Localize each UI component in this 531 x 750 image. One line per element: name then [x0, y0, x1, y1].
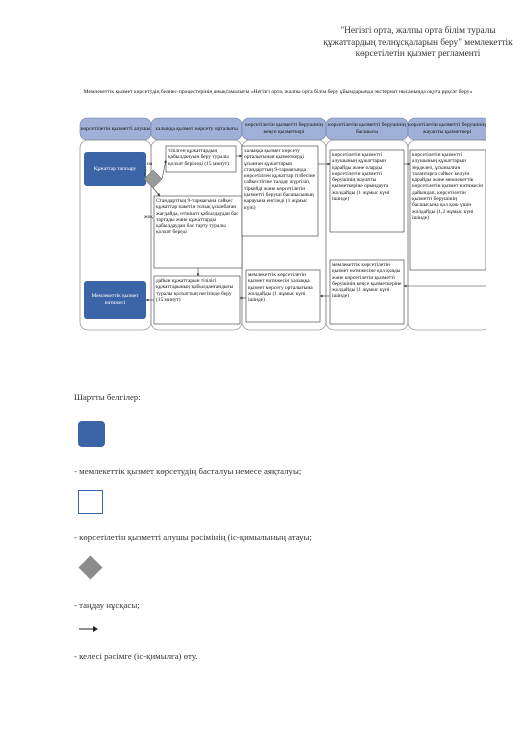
step-s6: мемлекеттік көрсетілетін қызмет нәтижесіне қол қояды және көрсетілетін қызметті берушінің кеңсе қызметкеріне жолдайды (1 жұмыс күні ішінде) [332, 262, 402, 300]
legend-process-icon [78, 490, 103, 514]
connector-no [153, 188, 160, 196]
step-s3: халыққа қызмет көрсету орталығынан қызметкерді ұсынған құжаттарын стандарттың 9-тармағында көрсетілген құжаттар тізбесіне сәйкестігіне талдау жүргізіп, тіркейді және көрсетілетін қызметті берушi басшысының қарауына енгізеді (1 жұмыс күні) [244, 148, 316, 211]
column-executor: көрсетілетін қызметті берушінің жауапты қызметкері [408, 122, 486, 135]
flowchart [70, 86, 486, 348]
flowchart-title: Мемлекеттік қызмет көрсетудің бизнес-процестерінің анықтамалығы «Негізгі орта, жалпы орта білім беру ұйымдарында экстернат нысанында оқуға рұқсат беру» [83, 89, 473, 95]
legend-item-choice: - таңдау нұсқасы; [74, 600, 140, 610]
column-office: көрсетілетін қызметті берушінің кеңсе қызметкері [245, 122, 323, 135]
legend-start-end-icon [78, 421, 105, 447]
branch-yes-label: иә [147, 161, 153, 167]
step-s2: Стандарттың 9-тармағына сәйкес құжаттар пакетін толық ұсынбаған жағдайда, өтінішті қабылдаудан бас тартады және құжаттарды қабылдаудан бас тарту туралы қолхат береді [156, 198, 239, 236]
legend-heading: Шартты белгілер: [74, 392, 141, 402]
step-s4: көрсетілетін қызметті алушының құжаттарын қарайды және оларды көрсетілетін қызметті берушінің жауапты қызметкеріне орындауға жолдайды (1 жұмыс күні ішінде) [332, 152, 390, 203]
step-s7: мемлекеттік көрсетілетін қызмет нәтижесін халыққа қызмет көрсету орталығына жолдайды (1 жұмыс күні ішінде) [248, 272, 313, 304]
start-label: Құжаттар тапсыру [93, 165, 137, 172]
legend-item-transition: - келесі рәсімге (іс-қимылға) өту. [74, 651, 198, 661]
legend-diamond-icon [78, 555, 102, 579]
column-recipient: көрсетілетін қызметті алушы [80, 125, 151, 132]
legend-item-start-end: - мемлекеттік қызмет көрсетудің басталуы немесе аяқталуы; [74, 466, 302, 476]
connector-yes [162, 160, 166, 179]
regulation-title: "Негізгі орта, жалпы орта білім туралы құжаттардың телнұсқаларын беру" мемлекеттік көрсетілетін қызмет регламенті [323, 26, 513, 60]
legend-arrow-icon [78, 624, 100, 634]
column-pso: халыққа қызмет көрсету орталығы [155, 125, 238, 132]
step-s5: көрсетілетін қызметті алушының құжаттарын зерделеп, ұсынылған талаптарға сәйкес келуін қарайды және мемлекеттік көрсетілетін қызмет нәтижесін дайындап, көрсетілетін қызметті берушінің басшысына қол қою үшін жолдайды (1,2 жұмыс күні ішінде) [412, 152, 484, 221]
step-s1: тізілген құжаттардың қабылдануын беру туралы қолхат беріледі (15 минут) [168, 148, 229, 167]
decision-diamond [144, 170, 162, 188]
step-s8: дайын құжаттарын тізілісі құжаттарының қабылданғандығы туралы қолхаттың негізінде беру (15 минут) [156, 278, 234, 303]
end-label: Мемлекеттік қызмет нәтижесі [91, 293, 139, 306]
branch-no-label: жоқ [144, 214, 153, 220]
legend-item-process: - көрсетілетін қызметті алушы рәсімінің (іс-қимылының атауы; [74, 532, 312, 542]
column-head: көрсетілетін қызметті берушінің басшысы [328, 122, 406, 135]
